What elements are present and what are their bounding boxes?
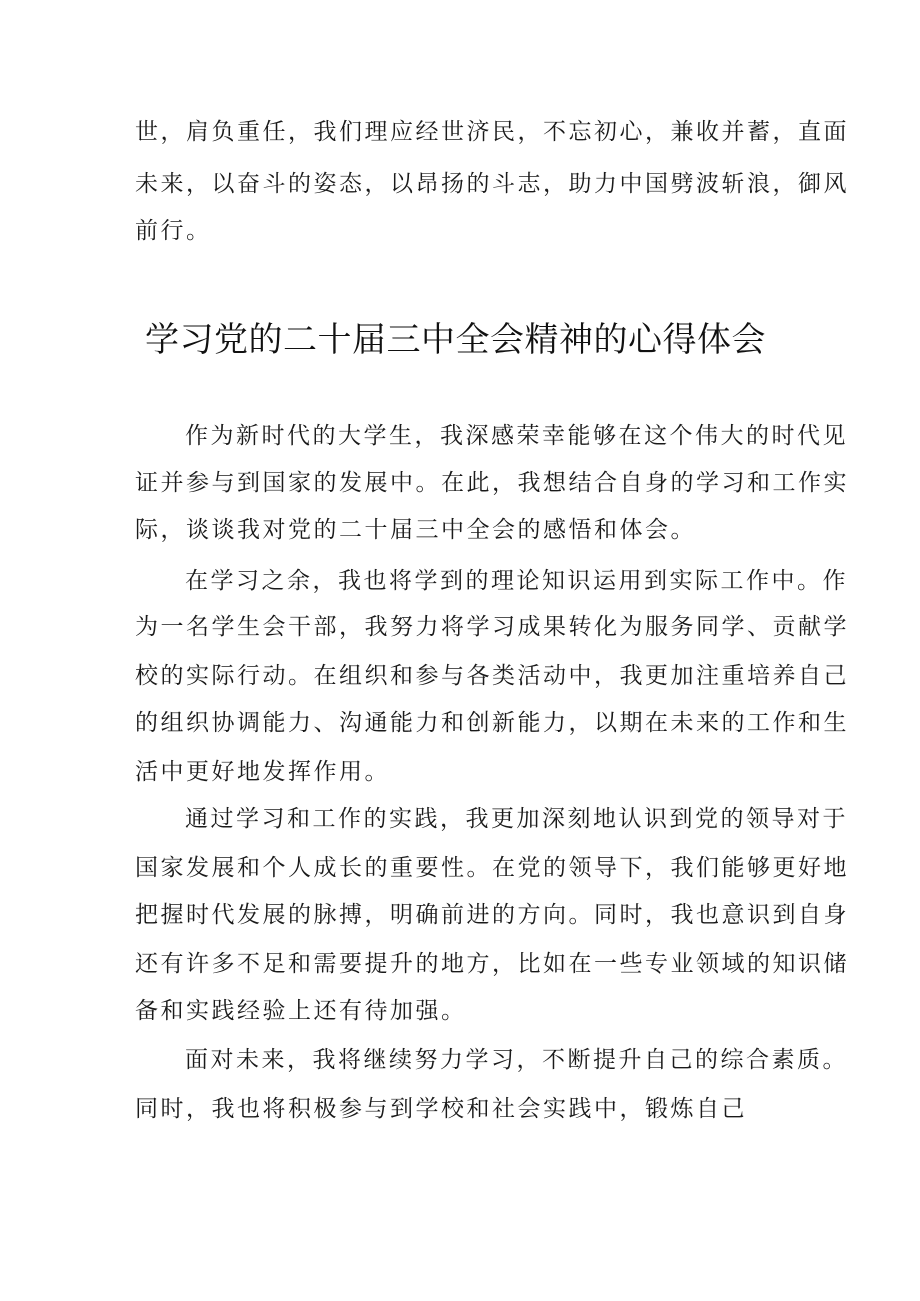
p2-line-3: 校的实际行动。在组织和参与各类活动中，我更加注重培养自己 xyxy=(135,663,849,689)
p2-line-1: 在学习之余，我也将学到的理论知识运用到实际工作中。作 xyxy=(185,568,848,594)
intro-line-3: 前行。 xyxy=(135,218,212,244)
intro-line-1: 世，肩负重任，我们理应经世济民，不忘初心，兼收并蓄，直面 xyxy=(135,119,849,145)
p1-line-3: 际，谈谈我对党的二十届三中全会的感悟和体会。 xyxy=(135,517,696,543)
p2-line-5: 活中更好地发挥作用。 xyxy=(135,759,390,785)
p1-line-1: 作为新时代的大学生，我深感荣幸能够在这个伟大的时代见 xyxy=(185,423,848,449)
p1-line-2: 证并参与到国家的发展中。在此，我想结合自身的学习和工作实 xyxy=(135,470,849,496)
intro-line-2: 未来，以奋斗的姿态，以昂扬的斗志，助力中国劈波斩浪，御风 xyxy=(135,171,849,197)
p2-line-4: 的组织协调能力、沟通能力和创新能力，以期在未来的工作和生 xyxy=(135,710,849,736)
p2-line-2: 为一名学生会干部，我努力将学习成果转化为服务同学、贡献学 xyxy=(135,614,849,640)
p3-line-3: 把握时代发展的脉搏，明确前进的方向。同时，我也意识到自身 xyxy=(135,902,849,928)
p4-line-2: 同时，我也将积极参与到学校和社会实践中，锻炼自己 xyxy=(135,1096,747,1122)
p3-line-5: 备和实践经验上还有待加强。 xyxy=(135,998,467,1024)
p3-line-4: 还有许多不足和需要提升的地方，比如在一些专业领域的知识储 xyxy=(135,951,849,977)
p4-line-1: 面对未来，我将继续努力学习，不断提升自己的综合素质。 xyxy=(185,1047,848,1073)
p3-line-1: 通过学习和工作的实践，我更加深刻地认识到党的领导对于 xyxy=(185,806,848,832)
document-title: 学习党的二十届三中全会精神的心得体会 xyxy=(145,320,766,360)
p3-line-2: 国家发展和个人成长的重要性。在党的领导下，我们能够更好地 xyxy=(135,855,849,881)
